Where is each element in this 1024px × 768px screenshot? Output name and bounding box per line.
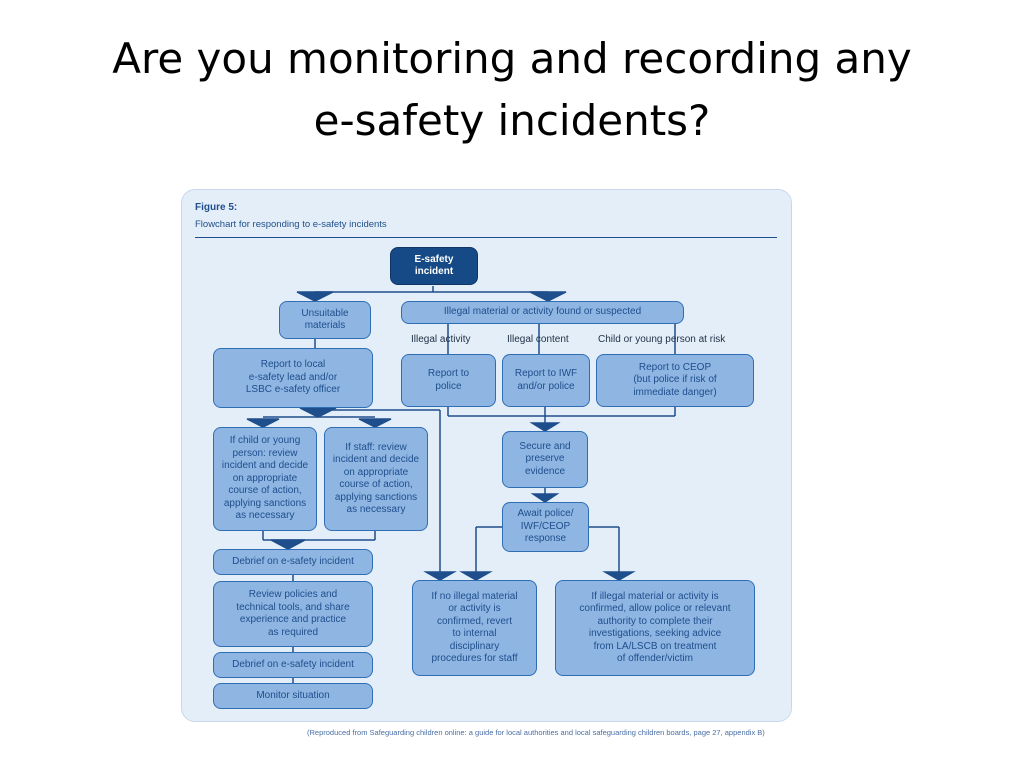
figure-label: Figure 5: [195, 202, 238, 213]
child-at-risk-label: Child or young person at risk [598, 334, 726, 345]
secure-evidence-node: Secure and preserve evidence [502, 431, 588, 488]
slide-title-line-1: Are you monitoring and recording any [112, 34, 912, 83]
debrief-node-1: Debrief on e-safety incident [213, 549, 373, 575]
report-ceop-node: Report to CEOP (but police if risk of immediate danger) [596, 354, 754, 407]
source-citation: (Reproduced from Safeguarding children online: a guide for local authorities and local safeguarding children boards, page 27, appendix B) [307, 728, 765, 737]
report-local-node: Report to local e-safety lead and/or LSBC e-safety officer [213, 348, 373, 408]
illegal-activity-label: Illegal activity [411, 334, 471, 345]
figure-caption: Flowchart for responding to e-safety incidents [195, 219, 387, 230]
unsuitable-materials-node: Unsuitable materials [279, 301, 371, 339]
monitor-situation-node: Monitor situation [213, 683, 373, 709]
e-safety-incident-node: E-safety incident [390, 247, 478, 285]
illegal-confirmed-node: If illegal material or activity is confirmed, allow police or relevant authority to complete their investigations, seeking advice from LA/LSCB on treatment of offender/victim [555, 580, 755, 676]
illegal-content-label: Illegal content [507, 334, 569, 345]
await-response-node: Await police/ IWF/CEOP response [502, 502, 589, 552]
staff-review-node: If staff: review incident and decide on appropriate course of action, applying sanctions as necessary [324, 427, 428, 531]
review-policies-node: Review policies and technical tools, and share experience and practice as required [213, 581, 373, 647]
illegal-material-node: Illegal material or activity found or suspected [401, 301, 684, 324]
report-police-node: Report to police [401, 354, 496, 407]
no-illegal-node: If no illegal material or activity is confirmed, revert to internal disciplinary procedures for staff [412, 580, 537, 676]
report-iwf-node: Report to IWF and/or police [502, 354, 590, 407]
slide-title-line-2: e-safety incidents? [313, 96, 711, 145]
child-review-node: If child or young person: review incident and decide on appropriate course of action, applying sanctions as necessary [213, 427, 317, 531]
debrief-node-2: Debrief on e-safety incident [213, 652, 373, 678]
